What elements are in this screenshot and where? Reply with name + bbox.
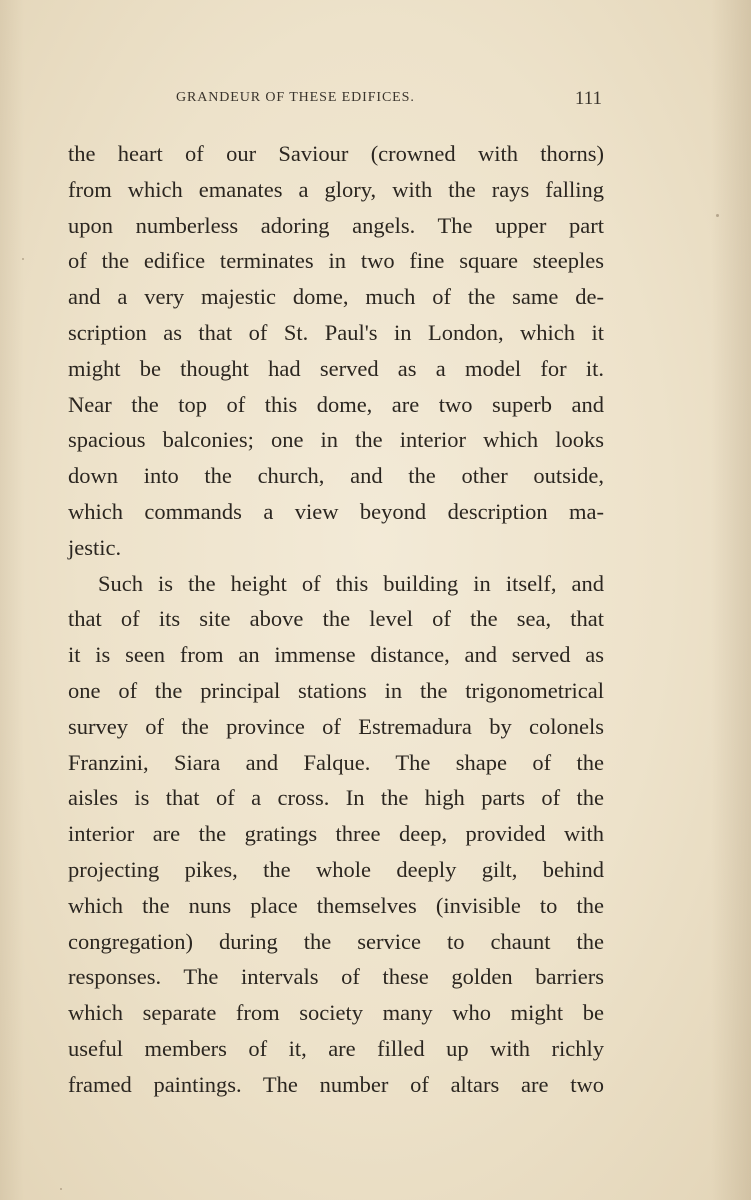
- text-line: interior are the gratings three deep, provided with: [68, 821, 604, 847]
- text-line: projecting pikes, the whole deeply gilt, behind: [68, 856, 604, 882]
- text-line: and a very majestic dome, much of the same de-: [68, 284, 604, 310]
- body-text: [68, 136, 604, 1103]
- text-line: it is seen from an immense distance, and served as: [68, 642, 604, 668]
- running-head-title: GRANDEUR OF THESE EDIFICES.: [176, 90, 415, 105]
- text-line: upon numberless adoring angels. The upper part: [68, 212, 604, 238]
- text-line: Such is the height of this building in itself, and: [98, 570, 604, 596]
- text-line: might be thought had served as a model for it.: [68, 355, 604, 381]
- text-line: jestic.: [68, 534, 122, 560]
- text-line: framed paintings. The number of altars are two: [68, 1071, 604, 1097]
- text-line: one of the principal stations in the trigonometrical: [68, 677, 604, 703]
- running-head: [68, 90, 604, 112]
- text-line: which separate from society many who might be: [68, 1000, 604, 1026]
- text-line: down into the church, and the other outside,: [68, 463, 604, 489]
- text-line: which the nuns place themselves (invisible to the: [68, 892, 604, 918]
- page-edge-shadow: [711, 0, 751, 1200]
- text-line: of the edifice terminates in two fine square steeples: [68, 248, 604, 274]
- text-line: that of its site above the level of the sea, that: [68, 606, 604, 632]
- page-gutter-shadow: [0, 0, 24, 1200]
- text-line: useful members of it, are filled up with richly: [68, 1035, 604, 1061]
- paper-speck: [22, 258, 24, 260]
- text-line: which commands a view beyond description ma-: [68, 498, 604, 524]
- text-line: responses. The intervals of these golden barriers: [68, 964, 604, 990]
- text-line: aisles is that of a cross. In the high parts of the: [68, 785, 604, 811]
- page-number: 111: [574, 88, 602, 109]
- paper-speck: [716, 214, 719, 217]
- text-line: congregation) during the service to chaunt the: [68, 928, 604, 954]
- text-line: scription as that of St. Paul's in London, which it: [68, 319, 604, 345]
- paper-speck: [60, 1188, 62, 1190]
- text-line: from which emanates a glory, with the rays falling: [68, 176, 604, 202]
- text-line: the heart of our Saviour (crowned with thorns): [68, 141, 604, 166]
- text-line: Near the top of this dome, are two superb and: [68, 391, 604, 417]
- text-line: survey of the province of Estremadura by colonels: [68, 713, 604, 739]
- text-line: Franzini, Siara and Falque. The shape of the: [68, 749, 604, 775]
- text-line: spacious balconies; one in the interior which looks: [68, 427, 604, 453]
